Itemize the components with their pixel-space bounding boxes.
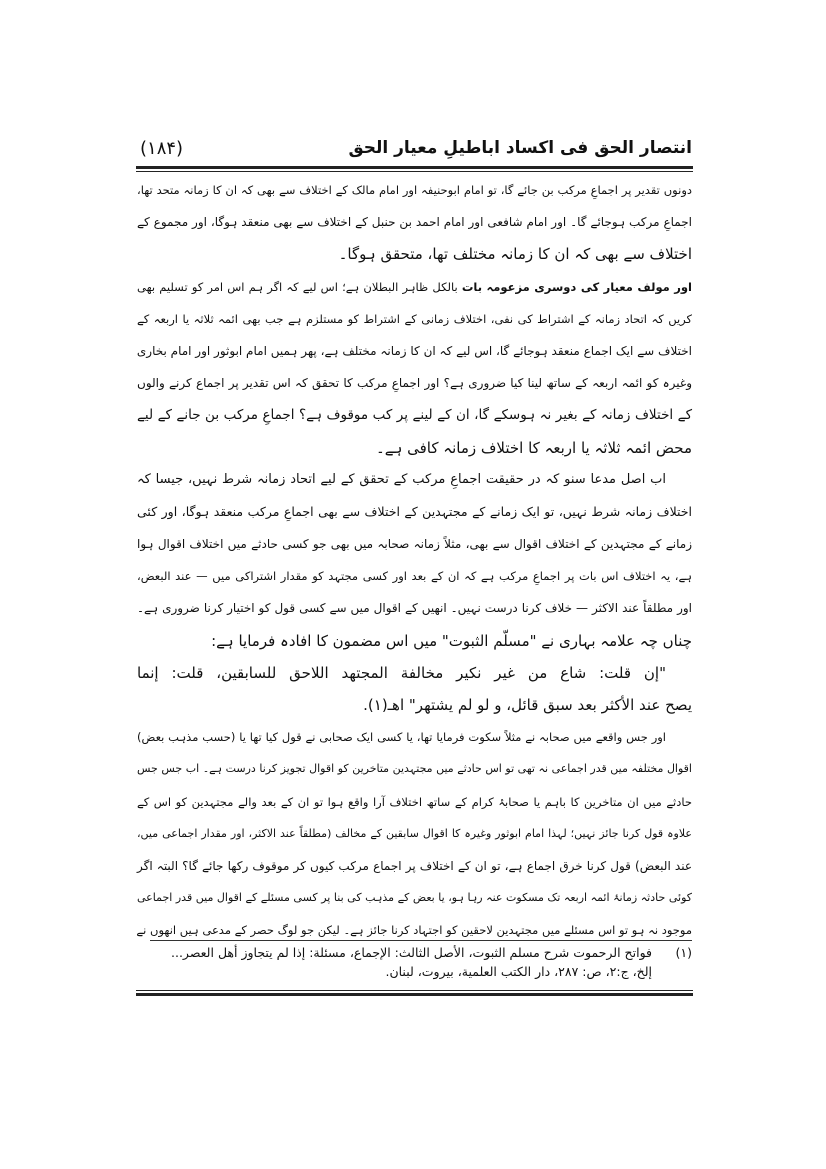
text-run: زمانے کے مجتہدین کے اختلاف اقوال سے بھی، مثلاً زمانہ صحابہ میں بھی جو کسی حادثے میں اختلاف اقوال ہوا [137,537,692,552]
bold-heading-phrase: اور مولف معیار کی دوسری مزعومہ بات [461,279,692,294]
text-line [137,753,692,785]
text-line [137,432,692,464]
footnote-line [150,943,692,962]
text-line [137,882,692,914]
footer-rule-thin [136,990,693,991]
text-run: اجماعِ مرکب ہوجائے گا۔ اور امام شافعی اور امام احمد بن حنبل کے اختلاف سے بھی منعقد ہوگا، اور مجموع کے [137,215,692,230]
text-run: "إن قلت: شاع من غير نكير مخالفة المجتهد اللاحق للسابقين، قلت: إنما [137,663,666,682]
text-line [137,367,692,399]
text-run: يصح عند الأكثر بعد سبق قائل، و لو لم يشتهر" اهـ(١). [363,696,692,714]
text-line [137,174,692,206]
text-run: ہے، یہ اختلاف اس بات پر اجماعِ مرکب ہے کہ ان کے بعد اور کسی مجتہد کو مقدار اشتراکی میں — عند البعض، [137,569,692,584]
text-line [137,721,692,753]
text-run: اختلاف سے بھی کہ ان کا زمانہ مختلف تھا، متحقق ہوگا۔ [338,245,692,264]
text-line [137,560,692,592]
footnote-separator [150,940,692,941]
text-run: بالکل ظاہر البطلان ہے؛ اس لیے کہ اگر ہم اس امر کو تسلیم بھی [137,279,462,294]
footnote [150,943,692,981]
text-run: اختلاف سے ایک اجماع منعقد ہوجائے گا، اس لیے کہ ان کا زمانہ مختلف ہے، پھر ہمیں امام ابوثور اور امام بخاری [136,343,692,358]
text-run: چناں چہ علامہ بہاری نے "مسلّم الثبوت" میں اس مضمون کا افادہ فرمایا ہے: [211,631,692,650]
text-run: اب اصل مدعا سنو کہ در حقیقت اجماعِ مرکب کے تحقق کے لیے اتحاد زمانہ شرط نہیں، جیسا کہ [137,471,666,487]
text-line [137,399,692,431]
footnote-marker: (١) [675,945,692,960]
text-run: کے اختلاف زمانہ کے بغیر نہ ہوسکے گا، ان کے لینے پر کب موقوف ہے؟ اجماعِ مرکب بن جانے کے لیے [137,407,692,424]
text-line [137,914,692,946]
footnote-text: فواتح الرحموت شرح مسلم الثبوت، الأصل الثالث: الإجماع، مسئلة: إذا لم يتجاوز أهل العصر... [171,945,652,960]
footer-rule-thick [136,993,693,996]
text-run: کریں کہ اتحاد زمانہ کے اشتراط کی نفی، اختلاف زمانی کے اشتراط کو مستلزم ہے جب بھی ائمہ ثلاثہ یا اربعہ کے [137,311,692,326]
text-line [137,818,692,850]
text-run: حادثے میں ان متاخرین کا باہم یا صحابۂ کرام کے ساتھ اختلاف آرا واقع ہوا تو ان کے بعد والے مجتہدین کو اس کے [137,794,692,809]
text-line [137,496,692,528]
header-rule-thick [136,166,693,169]
text-run: وغیرہ کو ائمہ اربعہ کے ساتھ لینا کیا ضروری ہے؟ اور اجماعِ مرکب کا تحقق کہ اس تقدیر پر اجماع کرنے والوں [137,376,692,391]
text-line [137,625,692,657]
text-run: عند البعض) قول کرنا خرق اجماع ہے، تو ان کے اختلاف پر اجماع مرکب کیوں کر موقوف رکھا جائے گا؟ البتہ اگر [137,858,692,873]
text-run: علاوہ قول کرنا جائز نہیں؛ لہذا امام ابوثور وغیرہ کا اقوال سابقین کے مخالف (مطلقاً عند الاکثر، اور مقدار اجماعی میں، [137,826,692,840]
text-run: اختلاف زمانہ شرط نہیں، تو ایک زمانے کے مجتہدین کے اختلاف سے بھی اجماعِ مرکب منعقد ہوگا، اور کئی [137,503,692,519]
text-line [137,850,692,882]
text-run: کوئی حادثہ زمانۂ ائمہ اربعہ تک مسکوت عنہ رہا ہو، یا بعض کے مذہب کی بنا پر کسی مسئلے کے اقوال میں قدر اجماعی [137,891,692,905]
text-line [137,238,692,270]
text-run: دونوں تقدیر پر اجماعِ مرکب بن جائے گا، تو امام ابوحنیفہ اور امام مالک کے اختلاف سے بھی کہ ان کا زمانہ متحد تھا، [137,183,692,197]
text-run: اور جس واقعے میں صحابہ نے مثلاً سکوت فرمایا تھا، یا کسی ایک صحابی نے قول کیا تھا یا (حسب مذہب بعض) [137,730,666,745]
text-run: موجود نہ ہو تو اس مسئلے میں مجتہدین لاحقین کو اجتہاد کرنا جائز ہے۔ لیکن جو لوگ حصر کے مدعی ہیں انھوں نے [136,923,692,938]
text-line [137,657,692,689]
page-number: (۱۸۴) [140,138,184,159]
text-line [137,303,692,335]
text-line [137,335,692,367]
text-line [137,464,692,496]
running-header-title: انتصار الحق فی اکساد اباطیلِ معیار الحق [348,138,692,158]
footnote-line: إلخ، ج:٢، ص: ٢٨٧، دار الكتب العلمية، بيروت، لبنان. [385,964,652,979]
text-line [137,592,692,624]
text-run: محض ائمہ ثلاثہ یا اربعہ کا اختلاف زمانہ کافی ہے۔ [376,438,692,457]
text-line [137,689,692,721]
main-text [137,174,692,947]
text-line [137,271,692,303]
header-rule-thin [136,171,693,172]
text-line [137,786,692,818]
text-line [137,206,692,238]
text-run: اور مطلقاً عند الاکثر — خلاف کرنا درست نہیں۔ انھیں کے اقوال میں سے کسی قول کو اختیار کرنا ضروری ہے۔ [137,601,692,616]
text-run: اقوال مختلفہ میں قدر اجماعی نہ تھی تو اس حادثے میں مجتہدین متاخرین کو اقوال تجویز کرنا درست ہے۔ اب جس جس [137,762,692,776]
text-line [137,528,692,560]
